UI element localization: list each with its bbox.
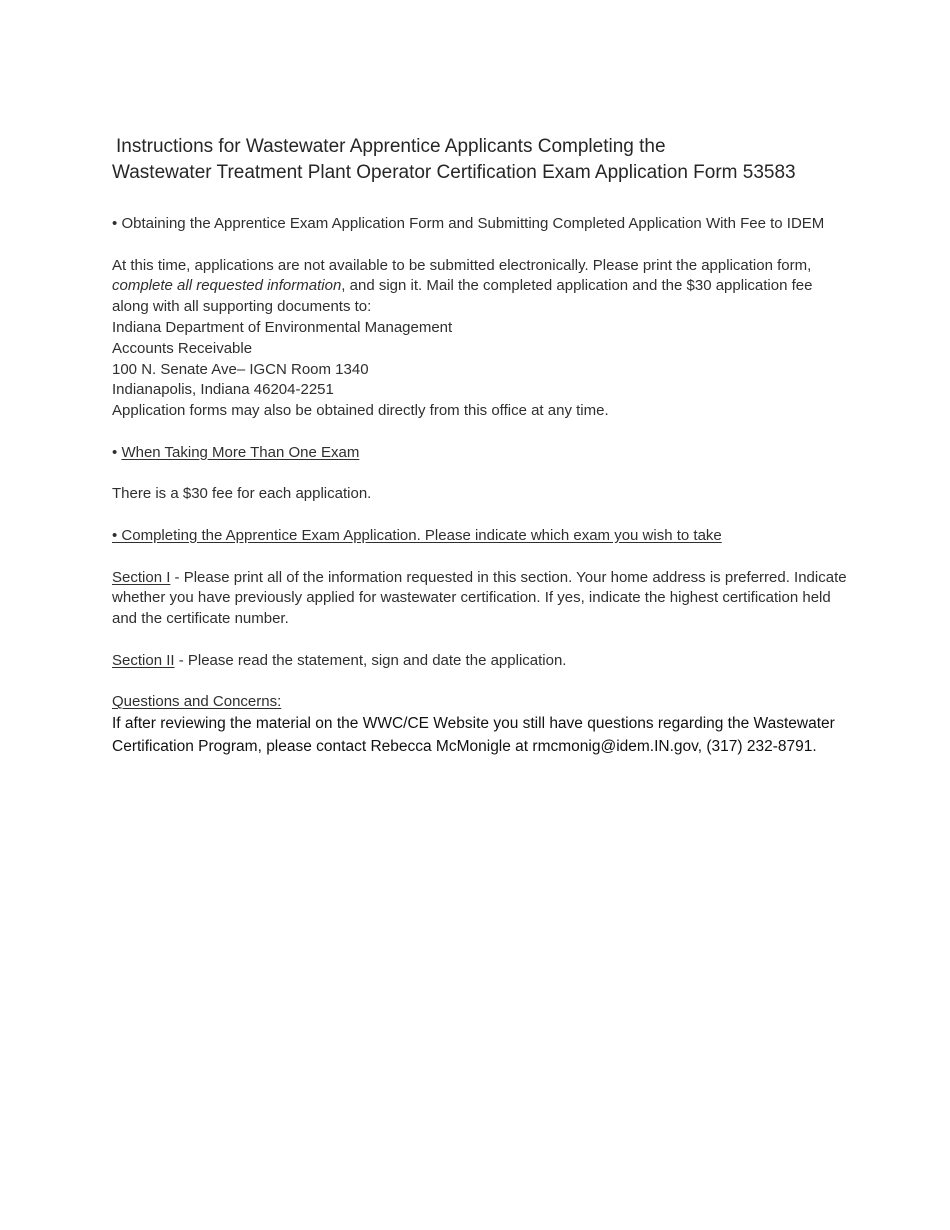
questions-heading-text: Questions and Concerns: xyxy=(112,693,282,711)
address-line-4: Indianapolis, Indiana 46204-2251 xyxy=(112,381,334,399)
bullet: • xyxy=(112,443,118,461)
obtaining-heading xyxy=(112,214,852,235)
intro-text-1: At this time, applications are not available to be submitted electronically. Please print the application form, xyxy=(112,256,812,274)
more-exams-heading xyxy=(112,443,852,464)
more-exams-heading-text: When Taking More Than One Exam xyxy=(121,443,360,461)
address-line-1: Indiana Department of Environmental Management xyxy=(112,318,453,336)
questions-block xyxy=(112,692,852,758)
questions-heading xyxy=(112,692,852,713)
section-2-instructions xyxy=(112,651,852,672)
intro-paragraph xyxy=(112,256,852,318)
submission-instructions xyxy=(112,256,852,422)
section-2-label: Section II xyxy=(112,651,175,669)
title-line-1: Instructions for Wastewater Apprentice Applicants Completing the xyxy=(116,136,666,157)
obtaining-heading-text: Obtaining the Apprentice Exam Application Form and Submitting Completed Application With Fee to IDEM xyxy=(121,215,825,232)
intro-text-2: , and sign it. Mail the completed application and the $30 application fee along with all supporting documents to: xyxy=(112,277,813,316)
section-1-label: Section I xyxy=(112,568,171,586)
bullet: • xyxy=(112,215,118,232)
intro-emphasis: complete all requested information xyxy=(112,277,342,295)
document-title xyxy=(112,134,852,186)
section-1-text: - Please print all of the information requested in this section. Your home address is preferred. Indicate whether you have previously applied for wastewater certification. If yes, indicate the highest certification held and the certificate number. xyxy=(112,568,847,628)
address-line-2: Accounts Receivable xyxy=(112,339,253,357)
questions-contact-text: If after reviewing the material on the WWC/CE Website you still have questions regarding the Wastewater Certification Program, please contact Rebecca McMonigle at rmcmonig@idem.IN.gov, (317) 232-8791. xyxy=(112,715,835,755)
address-note: Application forms may also be obtained directly from this office at any time. xyxy=(112,402,609,420)
completing-heading xyxy=(112,526,852,547)
title-line-2: Wastewater Treatment Plant Operator Certification Exam Application Form 53583 xyxy=(112,162,796,183)
completing-heading-text: • Completing the Apprentice Exam Application. Please indicate which exam you wish to take xyxy=(112,526,722,544)
fee-note: There is a $30 fee for each application. xyxy=(112,485,372,503)
document-page xyxy=(112,134,852,758)
section-2-text: - Please read the statement, sign and date the application. xyxy=(174,651,567,669)
address-line-3: 100 N. Senate Ave– IGCN Room 1340 xyxy=(112,360,369,378)
section-1-instructions xyxy=(112,568,852,630)
